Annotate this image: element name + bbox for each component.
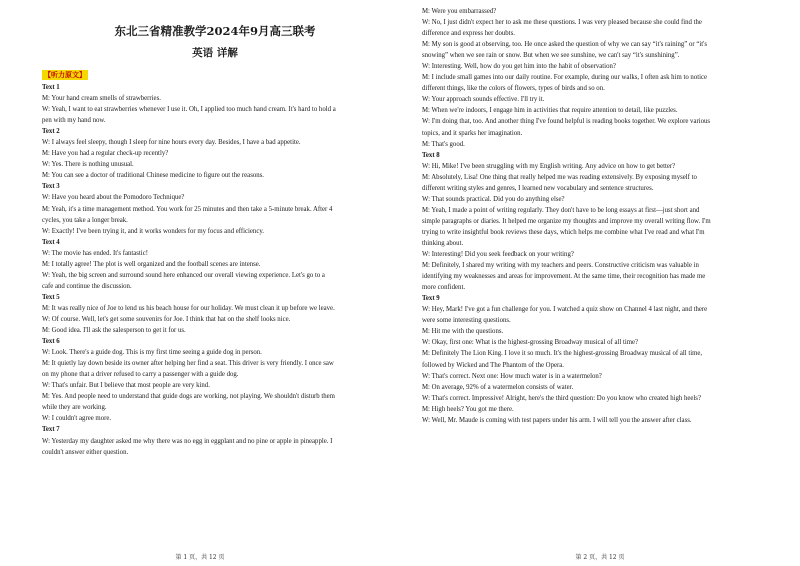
page-footer-right: 第 2 页，共 12 页 <box>575 554 625 561</box>
text-line: W: Okay, first one: What is the highest-grossing Broadway musical of all time? <box>422 339 639 347</box>
text-line: W: That's unfair. But I believe that most people are very kind. <box>42 382 210 390</box>
text-line: different writing styles and genres, I learned new vocabulary and sentence structures. <box>422 184 654 192</box>
text-line: simple paragraphs or diaries. It helped me organize my thoughts and improve my overall writing flow. I'm <box>422 217 711 225</box>
text-line: more confident. <box>422 284 466 292</box>
text-line: W: The movie has ended. It's fantastic! <box>42 249 148 257</box>
left-text-block <box>42 82 388 458</box>
text-line: W: I'm doing that, too. And another thing I've found helpful is reading books together. We explore various <box>422 118 711 126</box>
text-line: W: Of course. Well, let's get some souvenirs for Joe. I think that hat on the shelf looks nice. <box>42 315 291 323</box>
text-heading: Text 3 <box>42 183 60 191</box>
text-heading: Text 6 <box>42 338 60 346</box>
text-line: M: On average, 92% of a watermelon consists of water. <box>422 383 574 391</box>
text-line: W: That sounds practical. Did you do anything else? <box>422 195 565 203</box>
text-line: M: Definitely The Lion King. I love it so much. It's the highest-grossing Broadway musical of all time, <box>422 350 703 358</box>
text-line: cycles, you take a longer break. <box>42 216 128 224</box>
text-line: W: Look. There's a guide dog. This is my first time seeing a guide dog in person. <box>42 349 262 357</box>
text-line: W: Yeah, I want to eat strawberries whenever I use it. Oh, I applied too much hand cream. It's hard to hold a <box>42 106 336 114</box>
text-line: M: I totally agree! The plot is well organized and the football scenes are intense. <box>42 260 261 268</box>
text-line: M: It quietly lay down beside its owner after helping her find a seat. This driver is very friendly. I once saw <box>42 360 334 368</box>
text-line: identifying my weaknesses and areas for improvement. At the same time, their recognition has made me <box>422 273 706 281</box>
section-tag: 【听力原文】 <box>44 71 86 79</box>
text-heading: Text 5 <box>42 293 60 301</box>
text-line: M: That's good. <box>422 140 465 148</box>
text-line: on my phone that a driver refused to carry a passenger with a guide dog. <box>42 371 239 379</box>
text-line: different things, like the colors of flowers, types of birds and so on. <box>422 85 605 93</box>
text-line: snowing” when we see rain or snow. But when we see sunshine, we can't say “it's sunshining”. <box>422 52 680 60</box>
text-line: difference and express her doubts. <box>422 30 515 38</box>
text-line: M: My son is good at observing, too. He once asked the question of why we can say “it's raining” or “it's <box>422 41 708 49</box>
text-line: M: Definitely, I shared my writing with my teachers and peers. Constructive criticism was valuable in <box>422 262 699 270</box>
text-line: M: It was really nice of Joe to lend us his beach house for our holiday. We must clean it up before we leave. <box>42 304 335 312</box>
text-line: M: High heels? You got me there. <box>422 405 514 413</box>
text-line: M: Yes. And people need to understand that guide dogs are working, not playing. We shouldn't disturb them <box>42 393 335 401</box>
text-line: W: No, I just didn't expect her to ask me these questions. I was very pleased because she could find the <box>422 19 702 27</box>
text-line: W: Have you heard about the Pomodoro Technique? <box>42 194 185 202</box>
text-line: M: Have you had a regular check-up recently? <box>42 150 169 158</box>
text-line: were some interesting questions. <box>422 317 511 325</box>
text-line: W: Yesterday my daughter asked me why there was no egg in eggplant and no pine or apple in pineapple. I <box>42 437 333 445</box>
text-line: M: Yeah, it's a time management method. You work for 25 minutes and then take a 5-minute break. After 4 <box>42 205 333 213</box>
text-line: W: Yeah, the big screen and surround sound here enhanced our overall viewing experience. Let's go to a <box>42 271 325 279</box>
text-line: W: I couldn't agree more. <box>42 415 112 423</box>
text-heading: Text 9 <box>422 295 440 303</box>
text-line: W: That's correct. Next one: How much water is in a watermelon? <box>422 372 602 380</box>
text-line: W: Hi, Mike! I've been struggling with my English writing. Any advice on how to get better? <box>422 162 676 170</box>
text-heading: Text 2 <box>42 128 60 136</box>
text-line: topics, and it sparks her imagination. <box>422 129 523 137</box>
text-heading: Text 1 <box>42 84 60 91</box>
text-heading: Text 7 <box>42 426 60 434</box>
text-line: cafe and continue the discussion. <box>42 282 132 290</box>
text-line: pen with my hand now. <box>42 117 106 125</box>
text-line: W: I always feel sleepy, though I sleep for nine hours every day. Besides, I have a bad appetite. <box>42 139 301 147</box>
text-line: W: Interesting. Well, how do you get him into the habit of observation? <box>422 63 616 71</box>
text-line: thinking about. <box>422 239 464 247</box>
text-line: W: Exactly! I've been trying it, and it works wonders for my focus and efficiency. <box>42 227 264 235</box>
text-line: W: Interesting! Did you seek feedback on your writing? <box>422 251 574 259</box>
text-heading: Text 4 <box>42 238 60 246</box>
text-line: M: You can see a doctor of traditional Chinese medicine to figure out the reasons. <box>42 172 264 180</box>
text-line: M: Your hand cream smells of strawberries. <box>42 95 161 103</box>
text-line: while they are working. <box>42 404 107 412</box>
text-line: couldn't answer either question. <box>42 448 129 456</box>
right-page <box>400 0 800 566</box>
text-line: M: I include small games into our daily routine. For example, during our walks, I often ask him to notice <box>422 74 708 82</box>
text-line: M: Were you embarrassed? <box>422 8 497 15</box>
document-title: 东北三省精准教学2024年9月高三联考 <box>114 24 316 38</box>
text-line: W: Hey, Mark! I've got a fun challenge for you. I watched a quiz show on Channel 4 last night, and there <box>422 306 708 314</box>
text-line: M: Absolutely, Lisa! One thing that really helped me was reading extensively. By exposing myself to <box>422 173 697 181</box>
text-line: M: Good idea. I'll ask the salesperson to get it for us. <box>42 327 186 335</box>
text-line: M: Hit me with the questions. <box>422 328 504 336</box>
text-line: W: Your approach sounds effective. I'll try it. <box>422 96 545 104</box>
text-line: W: That's correct. Impressive! Alright, here's the third question: Do you know who created high heels? <box>422 394 701 402</box>
text-line: trying to write insightful book reviews these days, which helps me combine what I've read and what I'm <box>422 228 705 236</box>
text-line: M: When we're indoors, I engage him in activities that require attention to detail, like puzzles. <box>422 107 678 115</box>
page-footer-left: 第 1 页，共 12 页 <box>175 554 225 561</box>
text-line: M: Yeah, I made a point of writing regularly. They don't have to be long essays at first—just short and <box>422 206 700 214</box>
text-heading: Text 8 <box>422 151 440 159</box>
document-subtitle: 英语 详解 <box>192 47 238 59</box>
text-line: followed by Wicked and The Phantom of the Opera. <box>422 361 564 369</box>
text-line: W: Well, Mr. Maude is coming with test papers under his arm. I will tell you the answer after class. <box>422 416 692 424</box>
right-text-block <box>422 6 788 426</box>
text-line: W: Yes. There is nothing unusual. <box>42 161 134 169</box>
